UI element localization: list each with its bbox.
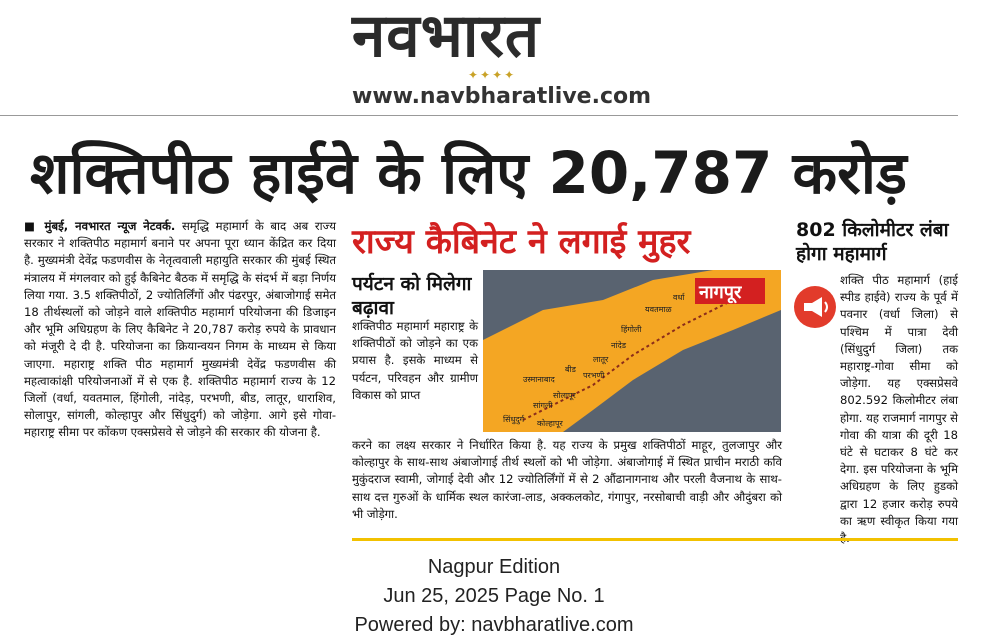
masthead [0, 0, 988, 118]
middle-article-wide: करने का लक्ष्य सरकार ने निर्धारित किया है. यह राज्य के प्रमुख शक्तिपीठों माहूर, तुलजापुर और कोल्हापुर के साथ-साथ अंबाजोगाई तीर्थ स्थलों को भी जोड़ेगा. अंबाजोगाई में स्थित प्राचीन मराठी कवि मुकुंदराज स्वामी, जोगाई देवी और 12 ज्योतिर्लिंगों में से 2 औंढानागनाथ और परली वैजनाथ के साथ-साथ दत्त गुरुओं के धार्मिक स्थल कारंजा-लाड, अक्कलकोट, गंगापुर, नरसोबाची वाड़ी और औदुंबरा को भी जोड़ेगा. [352, 438, 782, 521]
tourism-heading: पर्यटन को मिलेगा बढ़ावा [352, 273, 472, 319]
dateline: मुंबई, नवभारत न्यूज नेटवर्क. [44, 219, 176, 233]
main-headline: शक्तिपीठ हाईवे के लिए 20,787 करोड़ [30, 139, 907, 207]
right-heading: 802 किलोमीटर लंबा होगा महामार्ग [796, 219, 949, 265]
map-place: यवतमाळ [645, 305, 672, 314]
edition-date: Jun 25, 2025 Page No. 1 [383, 585, 605, 607]
map-place: लातूर [593, 355, 609, 364]
route-map-image [483, 270, 781, 432]
bullet-icon: ■ [24, 219, 45, 233]
edition-info [0, 553, 988, 640]
right-article-body: शक्ति पीठ महामार्ग (हाई स्पीड हाईवे) राज्य के पूर्व में पवनार (वर्धा जिला) से पश्चिम में पात्रा देवी (सिंधुदुर्ग जिला) तक महाराष्ट्र-गोवा सीमा को जोड़ेगा. यह एक्सप्रेसवे 802.592 किलोमीटर लंबा होगा. यह राजमार्ग नागपुर से गोवा की यात्रा की दूरी 18 घंटे से घटाकर 8 घंटे कर देगा. इस परियोजना के भूमि अधिग्रहण के लिए हुडको द्वारा 12 हजार करोड़ रुपये का ऋण स्वीकृत किया गया [840, 273, 958, 528]
masthead-divider [0, 115, 958, 116]
map-place: सांगली [533, 401, 553, 410]
map-svg [483, 270, 781, 432]
map-place: बीड [565, 365, 576, 374]
left-article-column [24, 218, 336, 442]
map-place: हिंगोली [621, 325, 642, 334]
map-place: सिंधुदुर्ग [503, 415, 525, 424]
map-place: सोलापूर [553, 391, 576, 400]
newspaper-logo: नवभारत [352, 1, 541, 71]
powered-by: Powered by: navbharatlive.com [354, 614, 634, 636]
map-place: नांदेड [611, 341, 627, 350]
sub-headline: राज्य कैबिनेट ने लगाई मुहर [352, 222, 691, 262]
map-main-label: नागपूर [699, 282, 742, 303]
map-place: परभणी [583, 371, 605, 380]
section-divider [352, 538, 958, 541]
megaphone-icon [794, 286, 836, 328]
edition-name: Nagpur Edition [427, 556, 561, 578]
logo-ornament: ✦✦✦✦ [468, 68, 517, 82]
map-place: वर्धा [673, 293, 685, 302]
map-place: कोल्हापूर [537, 419, 563, 428]
left-article-body: समृद्धि महामार्ग के बाद अब राज्य सरकार ने शक्तिपीठ महामार्ग बनाने पर अपना पूरा ध्यान केंद्रित कर दिया है. मुख्यमंत्री देवेंद्र फडणवीस के नेतृत्ववाली महायुति सरकार की मुंबई स्थित मंत्रालय में मंगलवार को हुई कैबिनेट बैठक में समृद्धि के संदर्भ में बड़ा निर्णय लिया गया. 3.5 शक्तिपीठों, 2 ज्योतिर्लिंगों और पंढरपुर, अंबाजोगाई समेत 18 तीर्थस्थलों को जोड़ने वाले शक्तिपीठ महामार्ग परियोजना की डिजाइन और भूमि अधिग्रहण के लिए कैबिनेट ने 20,787 करोड़ रुपये के प्रावधान को मंजूरी दे दी है. परियोजना का क्रियान्वयन निगम के माध्यम से किया जाएगा. महाराष्ट्र शक्ति पीठ महामार्ग मुख्यमंत्री देवेंद्र फडणवीस की महत्वाकांक्षी परियोजनाओं में से एक है. शक्तिपीठ महामार्ग राज्य के 12 जिलों (वर्धा, यवतमाल, हिंगोली, नांदेड़, परभणी, बीड, लातूर, धाराशिव, सोलापुर, सांगली, कोल्हापुर और सिंधुदुर्ग) को जोड़ेगा. आगे इसे गोवा-महाराष्ट्र सीमा पर कोंकण एक्सप्रेसवे से जोड़ने की सरकार की योजना है. [24, 219, 337, 440]
map-place: उस्मानाबाद [523, 375, 555, 384]
website-label: www.navbharatlive.com [352, 84, 652, 109]
middle-article-narrow: शक्तिपीठ महामार्ग महाराष्ट्र के शक्तिपीठों को जोड़ने का एक प्रयास है. इसके माध्यम से पर्यटन, परिवहन और ग्रामीण विकास को प्राप्त [352, 319, 478, 402]
